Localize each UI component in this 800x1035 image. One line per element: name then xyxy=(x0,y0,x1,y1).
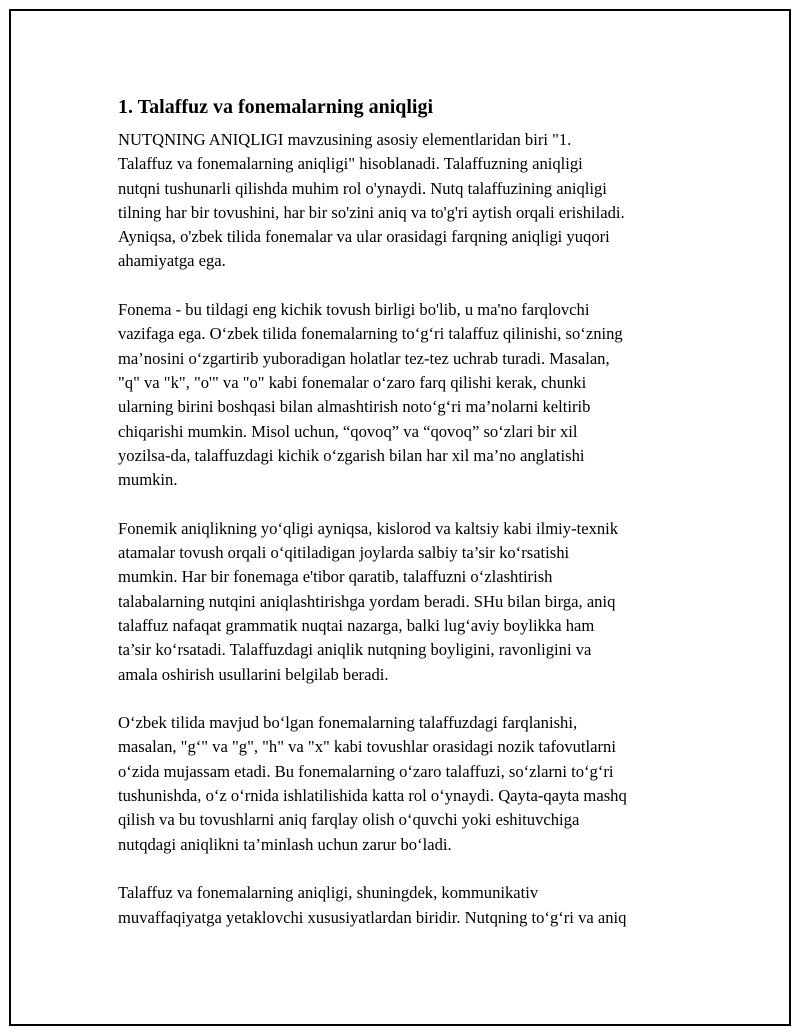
text-line: O‘zbek tilida mavjud bo‘lgan fonemalarning talaffuzdagi farqlanishi, xyxy=(118,713,578,733)
text-line: chiqarishi mumkin. Misol uchun, “qovoq” va “qovoq” so‘zlari bir xil xyxy=(118,421,578,441)
text-line: o‘zida mujassam etadi. Bu fonemalarning o‘zaro talaffuzi, so‘zlarni to‘g‘ri xyxy=(118,761,614,781)
text-line: nutqni tushunarli qilishda muhim rol o'ynaydi. Nutq talaffuzining aniqligi xyxy=(118,178,607,198)
text-line: ularning birini boshqasi bilan almashtirish noto‘g‘ri ma’nolarni keltirib xyxy=(118,397,591,417)
text-line: mumkin. Har bir fonemaga e'tibor qaratib, talaffuzni o‘zlashtirish xyxy=(118,567,553,587)
text-line: "q" va "k", "o'" va "o" kabi fonemalar o‘zaro farq qilishi kerak, chunki xyxy=(118,372,587,392)
paragraph-1 xyxy=(118,128,688,274)
text-line: ahamiyatga ega. xyxy=(118,251,226,271)
text-line: talabalarning nutqini aniqlashtirishga yordam beradi. SHu bilan birga, aniq xyxy=(118,591,616,611)
text-line: nutqdagi aniqlikni ta’minlash uchun zarur bo‘ladi. xyxy=(118,834,452,854)
text-line: NUTQNING ANIQLIGI mavzusining asosiy elementlaridan biri "1. xyxy=(118,130,572,149)
paragraph-3 xyxy=(118,517,688,687)
section-heading: 1. Talaffuz va fonemalarning aniqligi xyxy=(118,96,434,118)
text-line: mumkin. xyxy=(118,470,178,490)
text-line: Ayniqsa, o'zbek tilida fonemalar va ular orasidagi farqning aniqligi yuqori xyxy=(118,227,610,247)
text-line: Talaffuz va fonemalarning aniqligi" hisoblanadi. Talaffuzning aniqligi xyxy=(118,154,583,174)
document-body xyxy=(118,94,688,954)
text-line: Talaffuz va fonemalarning aniqligi, shuningdek, kommunikativ xyxy=(118,883,539,903)
paragraph-2 xyxy=(118,298,688,492)
text-line: tushunishda, o‘z o‘rnida ishlatilishida katta rol o‘ynaydi. Qayta-qayta mashq xyxy=(118,786,627,806)
paragraph-5 xyxy=(118,881,688,930)
paragraph-4 xyxy=(118,711,688,857)
text-line: ma’nosini o‘zgartirib yuboradigan holatlar tez-tez uchrab turadi. Masalan, xyxy=(118,348,610,368)
text-line: ta’sir ko‘rsatadi. Talaffuzdagi aniqlik nutqning boyligini, ravonligini va xyxy=(118,640,592,660)
text-line: qilish va bu tovushlarni aniq farqlay olish o‘quvchi yoki eshituvchiga xyxy=(118,810,580,830)
text-line: amala oshirish usullarini belgilab beradi. xyxy=(118,664,389,684)
text-line: atamalar tovush orqali o‘qitiladigan joylarda salbiy ta’sir ko‘rsatishi xyxy=(118,543,570,563)
text-line: muvaffaqiyatga yetaklovchi xususiyatlardan biridir. Nutqning to‘g‘ri va aniq xyxy=(118,907,627,927)
text-line: talaffuz nafaqat grammatik nuqtai nazarga, balki lug‘aviy boylikka ham xyxy=(118,615,595,635)
text-line: Fonemik aniqlikning yo‘qligi ayniqsa, kislorod va kaltsiy kabi ilmiy-texnik xyxy=(118,518,619,538)
text-line: Fonema - bu tildagi eng kichik tovush birligi bo'lib, u ma'no farqlovchi xyxy=(118,300,590,320)
text-line: masalan, "g‘" va "g", "h" va "x" kabi tovushlar orasidagi nozik tafovutlarni xyxy=(118,737,616,757)
text-line: yozilsa-da, talaffuzdagi kichik o‘zgarish bilan har xil ma’no anglatishi xyxy=(118,445,585,465)
text-line: vazifaga ega. O‘zbek tilida fonemalarning to‘g‘ri talaffuz qilinishi, so‘zning xyxy=(118,324,623,344)
text-line: tilning har bir tovushini, har bir so'zini aniq va to'g'ri aytish orqali erishiladi. xyxy=(118,202,625,222)
